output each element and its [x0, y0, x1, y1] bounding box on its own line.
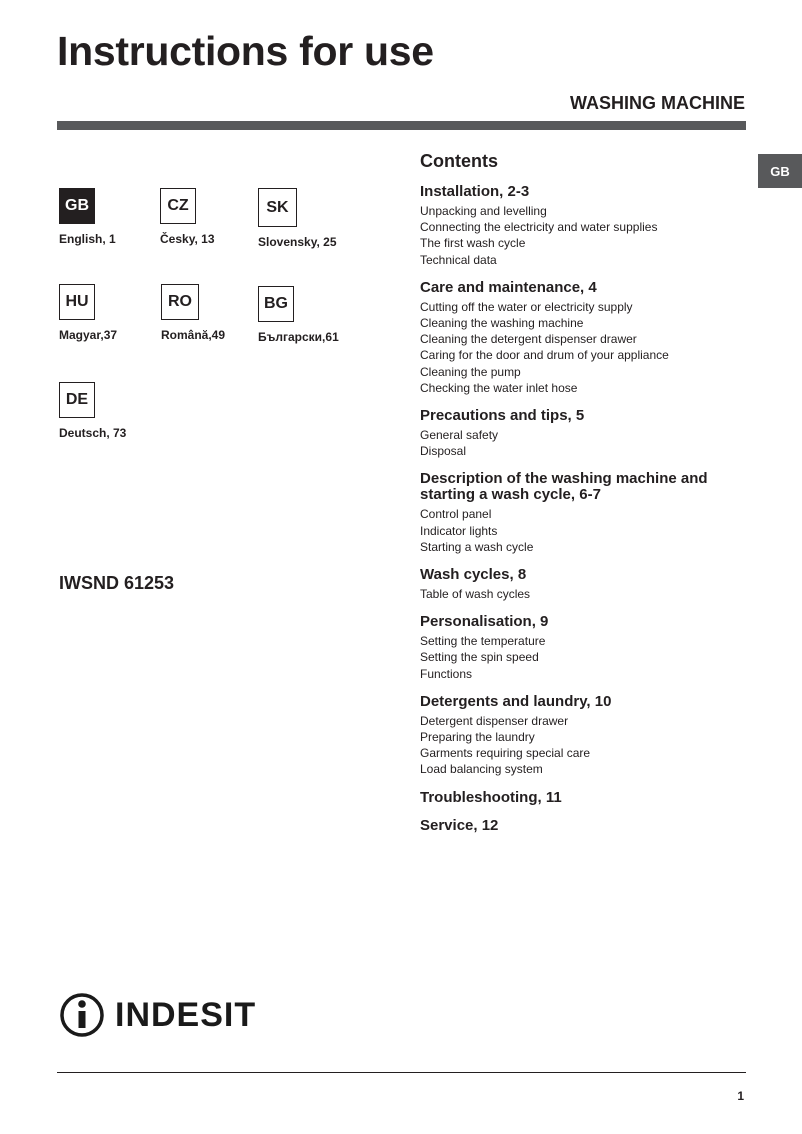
language-option-sk[interactable]	[258, 188, 368, 249]
toc-item[interactable]: Cleaning the washing machine	[420, 316, 584, 331]
toc-item[interactable]: Caring for the door and drum of your appliance	[420, 348, 669, 363]
toc-item[interactable]: Setting the temperature	[420, 634, 546, 649]
toc-item[interactable]: The first wash cycle	[420, 236, 526, 251]
toc-item[interactable]: Garments requiring special care	[420, 746, 591, 761]
toc-item[interactable]: Checking the water inlet hose	[420, 380, 578, 395]
toc-item[interactable]: Indicator lights	[420, 523, 498, 538]
toc-item[interactable]: Control panel	[420, 507, 492, 522]
footer-divider	[57, 1072, 746, 1073]
indesit-logo-icon	[57, 990, 107, 1040]
page-number: 1	[737, 1089, 744, 1103]
table-of-contents	[420, 184, 750, 846]
toc-item[interactable]: Functions	[420, 666, 473, 681]
toc-item[interactable]: Cleaning the pump	[420, 364, 521, 379]
toc-section-title[interactable]: Description of the washing machine and starting a wash cycle, 6-7	[420, 470, 708, 504]
language-option-ro[interactable]	[161, 284, 271, 342]
language-label: Български,61	[258, 330, 339, 344]
toc-item[interactable]: Detergent dispenser drawer	[420, 713, 569, 728]
language-code-badge: DE	[59, 382, 95, 418]
language-code-badge: GB	[59, 188, 95, 224]
toc-item[interactable]: Preparing the laundry	[420, 730, 535, 745]
toc-section	[420, 694, 750, 778]
header-divider	[57, 121, 746, 130]
toc-item[interactable]: Unpacking and levelling	[420, 204, 547, 218]
product-type-label: WASHING MACHINE	[570, 93, 745, 113]
toc-section	[420, 790, 750, 806]
toc-section-title[interactable]: Precautions and tips, 5	[420, 407, 585, 425]
language-label: Česky, 13	[160, 232, 215, 246]
toc-item[interactable]: Starting a wash cycle	[420, 539, 534, 554]
language-label: English, 1	[59, 232, 116, 246]
toc-item[interactable]: General safety	[420, 428, 499, 443]
toc-section	[420, 471, 750, 555]
toc-section-title[interactable]: Personalisation, 9	[420, 613, 549, 631]
language-code-badge: BG	[258, 286, 294, 322]
toc-section-title[interactable]: Detergents and laundry, 10	[420, 692, 612, 710]
language-label: Slovensky, 25	[258, 235, 337, 249]
toc-section-title[interactable]: Wash cycles, 8	[420, 566, 527, 584]
toc-item[interactable]: Technical data	[420, 252, 497, 267]
toc-item[interactable]: Cutting off the water or electricity supply	[420, 299, 633, 314]
toc-item[interactable]: Disposal	[420, 444, 467, 459]
model-number: IWSND 61253	[59, 573, 175, 593]
language-code-badge: CZ	[160, 188, 196, 224]
toc-section	[420, 567, 750, 602]
language-option-hu[interactable]	[59, 284, 169, 342]
toc-section-title[interactable]: Care and maintenance, 4	[420, 278, 597, 296]
toc-item[interactable]: Setting the spin speed	[420, 650, 539, 665]
language-label: Română,49	[161, 328, 226, 342]
toc-section-title[interactable]: Service, 12	[420, 816, 499, 834]
toc-section	[420, 408, 750, 459]
language-option-de[interactable]	[59, 382, 169, 440]
language-option-cz[interactable]	[160, 188, 270, 246]
toc-item[interactable]: Load balancing system	[420, 762, 543, 777]
language-label: Magyar,37	[59, 328, 118, 342]
contents-heading: Contents	[420, 151, 498, 171]
toc-section	[420, 614, 750, 682]
toc-section-title[interactable]: Troubleshooting, 11	[420, 788, 562, 806]
language-code-badge: HU	[59, 284, 95, 320]
brand-logo-text: INDESIT	[115, 996, 257, 1034]
toc-section	[420, 818, 750, 834]
language-code-badge: SK	[258, 188, 297, 227]
brand-logo	[57, 990, 256, 1040]
toc-item[interactable]: Connecting the electricity and water supplies	[420, 220, 658, 235]
language-label: Deutsch, 73	[59, 426, 127, 440]
language-option-bg[interactable]	[258, 286, 368, 344]
toc-item[interactable]: Cleaning the detergent dispenser drawer	[420, 332, 637, 347]
toc-section-title[interactable]: Installation, 2-3	[420, 183, 530, 200]
page-title: Instructions for use	[57, 28, 434, 74]
toc-section	[420, 280, 750, 396]
toc-item[interactable]: Table of wash cycles	[420, 587, 531, 602]
language-option-gb[interactable]	[59, 188, 169, 246]
language-code-badge: RO	[161, 284, 199, 320]
toc-section	[420, 184, 750, 268]
language-side-tab: GB	[758, 154, 802, 188]
